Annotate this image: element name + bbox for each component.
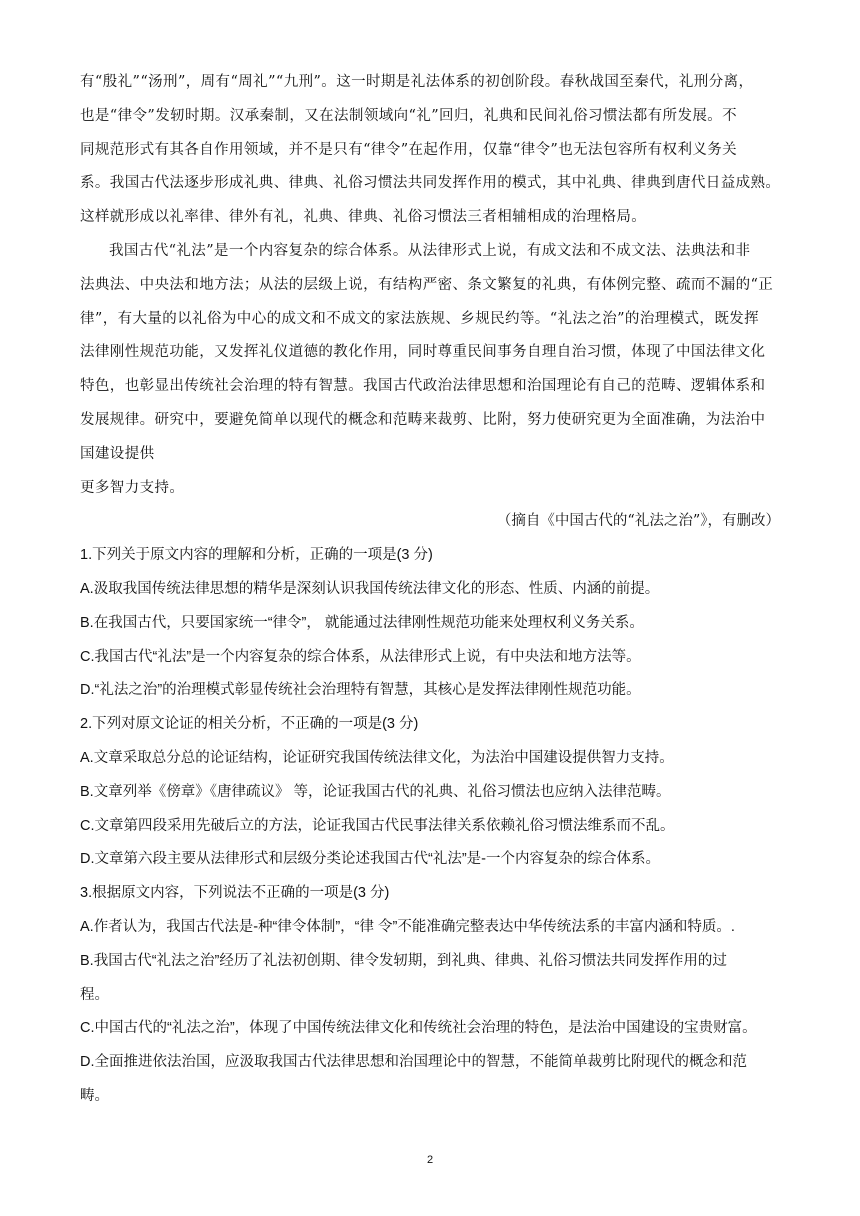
option-c: C.中国古代的“礼法之治”，体现了中国传统法律文化和传统社会治理的特色，是法治中国建设的宝贵财富。 (80, 1020, 757, 1037)
option-a: A.汲取我国传统法律思想的精华是深刻认识我国传统法律文化的形态、性质、内涵的前提。 (80, 580, 660, 597)
text-line: 系。我国古代法逐步形成礼典、律典、礼俗习惯法共同发挥作用的模式，其中礼典、律典到唐代日益成熟。 (80, 175, 781, 192)
option-d: D.“礼法之治”的治理模式彰显传统社会治理特有智慧，其核心是发挥法律刚性规范功能。 (80, 682, 641, 699)
text-line: 同规范形式有其各自作用领域，并不是只有“律令”在起作用，仅靠“律令”也无法包容所有权利义务关 (80, 141, 738, 158)
document-page (80, 66, 782, 1114)
question-1 (80, 539, 782, 708)
text-line: 法律刚性规范功能，又发挥礼仪道德的教化作用，同时尊重民间事务自理自治习惯，体现了中国法律文化 (80, 344, 766, 361)
question-3 (80, 877, 782, 1114)
page-number: 2 (426, 1154, 434, 1166)
option-a: A.文章采取总分总的论证结构，论证研究我国传统法律文化，为法治中国建设提供智力支持。 (80, 749, 674, 766)
passage-paragraph-2 (80, 235, 782, 505)
text-line: 我国古代“礼法”是一个内容复杂的综合体系。从法律形式上说，有成文法和不成文法、法典法和非 (109, 242, 751, 259)
option-b: B.我国古代“礼法之治”经历了礼法初创期、律令发轫期，到礼典、律典、礼俗习惯法共同发挥作用的过 (80, 952, 727, 969)
option-d-continued: 畴。 (80, 1087, 109, 1104)
option-c: C.我国古代“礼法”是一个内容复杂的综合体系，从法律形式上说，有中央法和地方法等。 (80, 648, 641, 665)
text-line: 这样就形成以礼率律、律外有礼，礼典、律典、礼俗习惯法三者相辅相成的治理格局。 (80, 209, 647, 226)
text-line: 有“殷礼”“汤刑”，周有“周礼”“九刑”。这一时期是礼法体系的初创阶段。春秋战国至秦代，礼刑分离， (80, 74, 754, 90)
question-stem: 3.根据原文内容，下列说法不正确的一项是(3 分) (80, 885, 390, 902)
text-line: 也是“律令”发轫时期。汉承秦制，又在法制领域向“礼”回归，礼典和民间礼俗习惯法都有所发展。不 (80, 107, 738, 124)
text-line: 法典法、中央法和地方法；从法的层级上说，有结构严密、条文繁复的礼典，有体例完整、疏而不漏的“正 (80, 276, 774, 293)
option-b: B.在我国古代，只要国家统一“律令”， 就能通过法律刚性规范功能来处理权利义务关系。 (80, 614, 644, 631)
question-stem: 2.下列对原文论证的相关分析，不正确的一项是(3 分) (80, 716, 419, 733)
text-line: 发展规律。研究中，要避免简单以现代的概念和范畴来裁剪、比附，努力使研究更为全面准确，为法治中 (80, 411, 766, 428)
option-d: D.文章第六段主要从法律形式和层级分类论述我国古代“礼法”是-一个内容复杂的综合体系。 (80, 851, 660, 868)
option-d: D.全面推进依法治国，应汲取我国古代法律思想和治国理论中的智慧，不能简单裁剪比附现代的概念和范 (80, 1054, 747, 1071)
option-b-continued: 程。 (80, 986, 109, 1003)
text-line: 国建设提供 (80, 445, 155, 462)
text-line: 更多智力支持。 (80, 479, 185, 496)
text-line: 特色，也彰显出传统社会治理的特有智慧。我国古代政治法律思想和治国理论有自己的范畴、逻辑体系和 (80, 378, 766, 395)
question-stem: 1.下列关于原文内容的理解和分析，正确的一项是(3 分) (80, 547, 433, 564)
passage-source: （摘自《中国古代的“礼法之治”》，有删改） (496, 513, 780, 530)
option-c: C.文章第四段采用先破后立的方法，论证我国古代民事法律关系依赖礼俗习惯法维系而不乱。 (80, 817, 675, 834)
option-b: B.文章列举《傍章》《唐律疏议》 等，论证我国古代的礼典、礼俗习惯法也应纳入法律范畴。 (80, 783, 671, 800)
text-line: 律”，有大量的以礼俗为中心的成文和不成文的家法族规、乡规民约等。“礼法之治”的治理模式，既发挥 (80, 310, 760, 327)
option-a: A.作者认为，我国古代法是-种“律令体制”，“律 令”不能准确完整表达中华传统法系的丰富内涵和特质。. (80, 918, 735, 935)
question-2 (80, 708, 782, 877)
passage-paragraph-1 (80, 66, 782, 235)
